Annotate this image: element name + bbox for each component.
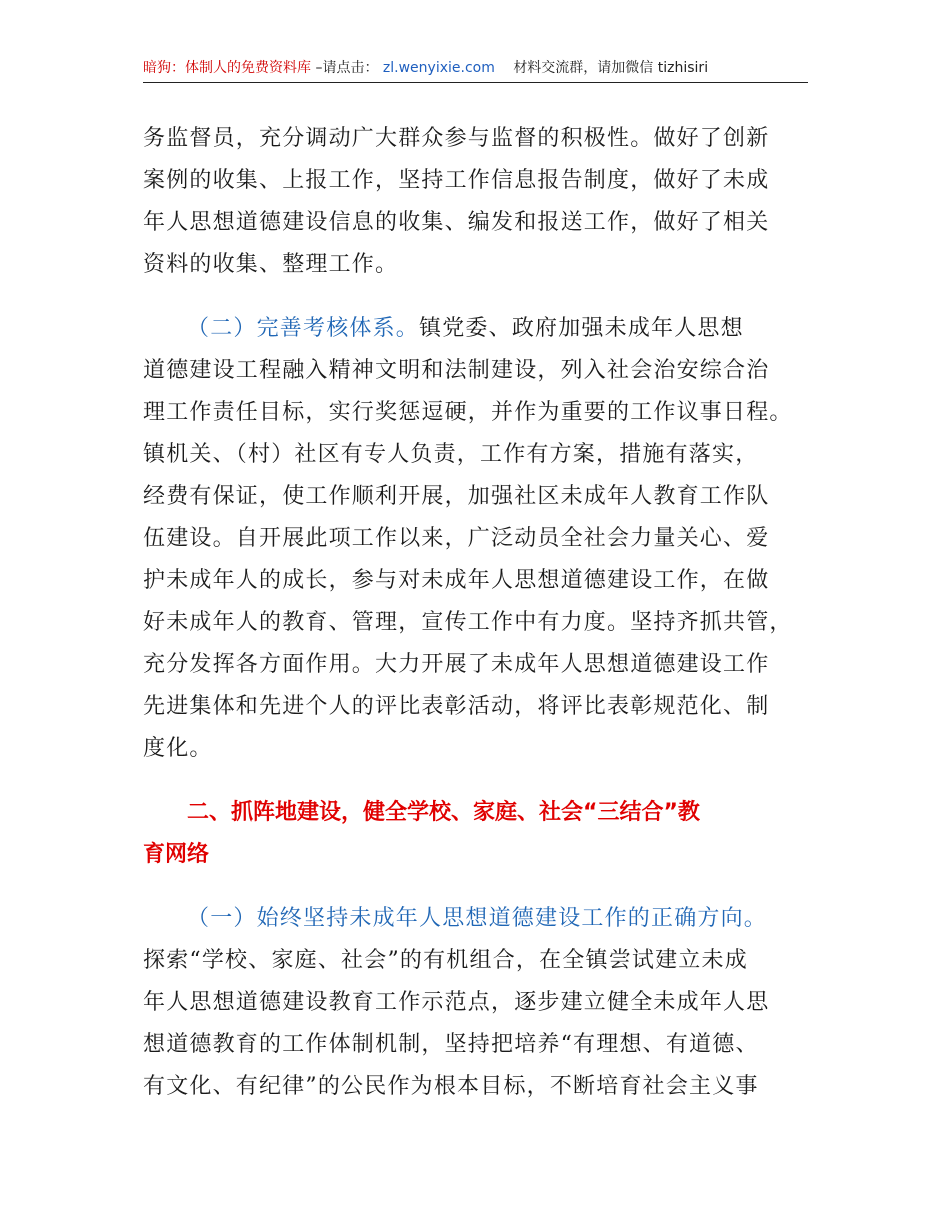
text-line: 伍建设。自开展此项工作以来，广泛动员全社会力量关心、爱: [143, 526, 770, 551]
text-line: 充分发挥各方面作用。大力开展了未成年人思想道德建设工作: [143, 652, 770, 677]
text-line: [143, 308, 813, 350]
header-link[interactable]: zl.wenyixie.com: [382, 60, 495, 76]
text-line: 年人思想道德建设信息的收集、编发和报送工作，做好了相关: [143, 210, 770, 235]
document-header: [143, 56, 808, 83]
text-line: 案例的收集、上报工作，坚持工作信息报告制度，做好了未成: [143, 168, 770, 193]
header-promo: 暗狗：体制人的免费资料库: [143, 60, 311, 76]
part-2-heading: [143, 792, 813, 876]
paragraph-1: [143, 118, 813, 286]
text-line: 务监督员，充分调动广大群众参与监督的积极性。做好了创新: [143, 126, 770, 151]
text-line: 资料的收集、整理工作。: [143, 252, 399, 277]
section-heading-rest: 镇党委、政府加强未成年人思想: [419, 316, 744, 341]
text-line: 镇机关、（村）社区有专人负责，工作有方案，措施有落实，: [143, 442, 759, 467]
text-line: 先进集体和先进个人的评比表彰活动，将评比表彰规范化、制: [143, 694, 770, 719]
heading-line: 育网络: [143, 842, 210, 867]
text-line: 年人思想道德建设教育工作示范点，逐步建立健全未成年人思: [143, 990, 770, 1015]
text-line: 理工作责任目标，实行奖惩逗硬，并作为重要的工作议事日程。: [143, 400, 793, 425]
section-heading: （二）完善考核体系。: [187, 316, 420, 341]
heading-line: 二、抓阵地建设，健全学校、家庭、社会“三结合”教: [187, 800, 700, 825]
section-correct-direction: [143, 898, 813, 1108]
text-line: 有文化、有纪律”的公民作为根本目标，不断培育社会主义事: [143, 1074, 759, 1099]
text-line: 好未成年人的教育、管理，宣传工作中有力度。坚持齐抓共管，: [143, 610, 793, 635]
text-line: 度化。: [143, 736, 213, 761]
document-body: [143, 118, 813, 1108]
text-line: 探索“学校、家庭、社会”的有机组合，在全镇尝试建立未成: [143, 948, 748, 973]
text-line: 想道德教育的工作体制机制，坚持把培养“有理想、有道德、: [143, 1032, 759, 1057]
text-line: 经费有保证，使工作顺利开展，加强社区未成年人教育工作队: [143, 484, 770, 509]
header-click-text: –请点击：: [315, 60, 379, 76]
text-line: 护未成年人的成长，参与对未成年人思想道德建设工作，在做: [143, 568, 770, 593]
section-heading: （一）始终坚持未成年人思想道德建设工作的正确方向。: [187, 906, 768, 931]
text-line: 道德建设工程融入精神文明和法制建设，列入社会治安综合治: [143, 358, 770, 383]
section-improve-assessment: [143, 308, 813, 770]
header-wechat: 材料交流群，请加微信 tizhisiri: [513, 60, 709, 76]
